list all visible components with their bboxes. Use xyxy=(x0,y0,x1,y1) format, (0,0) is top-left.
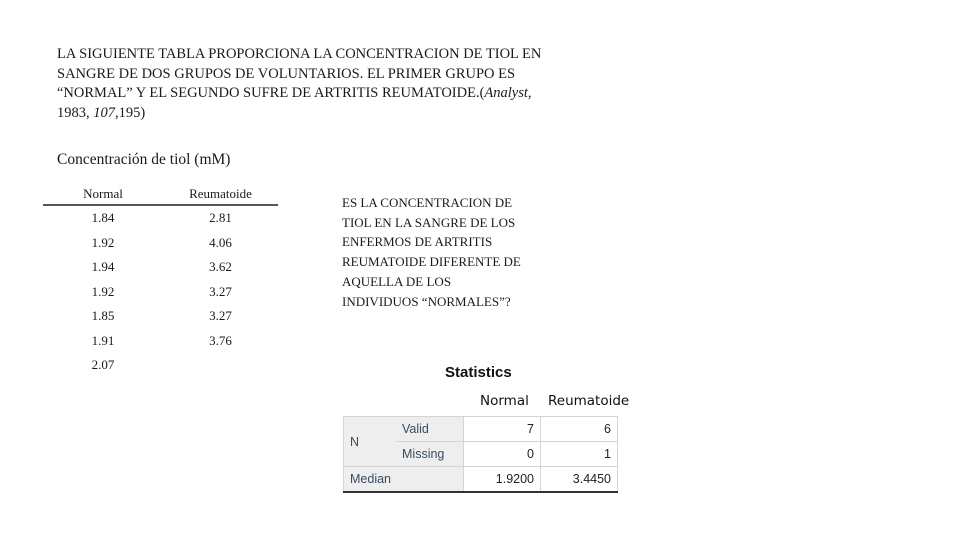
normal-value: 1.85 xyxy=(91,308,115,324)
statistics-table xyxy=(343,416,618,493)
question-line-3: ENFERMOS DE ARTRITIS xyxy=(342,234,493,250)
valid-normal: 7 xyxy=(464,417,541,442)
intro-paragraph xyxy=(57,45,567,123)
median-normal: 1.9200 xyxy=(464,467,541,493)
thiol-table xyxy=(43,184,278,378)
valid-label: Valid xyxy=(396,417,464,442)
question-line-6: INDIVIDUOS “NORMALES”? xyxy=(342,293,511,309)
header-normal: Normal xyxy=(43,184,163,205)
statistics-col-normal: Normal xyxy=(480,393,529,409)
citation-open: ( xyxy=(479,85,485,101)
citation-year: 1983, xyxy=(57,104,90,121)
normal-value: 1.94 xyxy=(91,259,115,275)
intro-line-2: SANGRE DE DOS GRUPOS DE VOLUNTARIOS. EL PRIMER GRUPO ES xyxy=(57,65,516,82)
question-line-1: ES LA CONCENTRACION DE xyxy=(342,195,513,210)
citation-journal: Analyst xyxy=(484,85,528,101)
normal-value: 1.92 xyxy=(91,283,115,299)
stats-row-valid xyxy=(344,417,618,442)
reumatoide-value: 3.27 xyxy=(209,283,232,299)
reumatoide-value: 3.76 xyxy=(209,332,232,348)
normal-value: 1.92 xyxy=(91,234,115,250)
table-row xyxy=(43,304,278,329)
citation-comma: , xyxy=(527,85,532,101)
header-reumatoide: Reumatoide xyxy=(163,184,278,205)
table-row xyxy=(43,231,278,256)
missing-normal: 0 xyxy=(464,442,541,467)
reumatoide-value xyxy=(163,353,278,378)
statistics-col-reumatoide: Reumatoide xyxy=(548,393,630,409)
missing-reumatoide: 1 xyxy=(541,442,618,467)
table-row xyxy=(43,280,278,305)
question-line-4: REUMATOIDE DIFERENTE DE xyxy=(342,254,521,270)
question-paragraph xyxy=(342,193,572,311)
reumatoide-value: 2.81 xyxy=(209,210,232,226)
table-row xyxy=(43,353,278,378)
median-label: Median xyxy=(344,467,464,493)
table-row xyxy=(43,329,278,354)
intro-line-3: “NORMAL” Y EL SEGUNDO SUFRE DE ARTRITIS REUMATOIDE. xyxy=(57,85,480,101)
table-header-row xyxy=(43,184,278,205)
reumatoide-value: 3.27 xyxy=(209,308,232,324)
concentration-title: Concentración de tiol (mM) xyxy=(57,151,231,168)
reumatoide-value: 4.06 xyxy=(209,234,232,250)
median-reumatoide: 3.4450 xyxy=(541,467,618,493)
question-line-2: TIOL EN LA SANGRE DE LOS xyxy=(342,214,516,230)
stats-row-median xyxy=(344,467,618,493)
table-row xyxy=(43,205,278,231)
intro-line-1: LA SIGUIENTE TABLA PROPORCIONA LA CONCENTRACION DE TIOL EN xyxy=(57,46,542,62)
reumatoide-value: 3.62 xyxy=(209,259,232,275)
citation-pages: ,195) xyxy=(115,104,146,121)
normal-value: 1.91 xyxy=(91,332,115,348)
question-line-5: AQUELLA DE LOS xyxy=(342,273,452,289)
missing-label: Missing xyxy=(396,442,464,467)
table-row xyxy=(43,255,278,280)
normal-value: 1.84 xyxy=(91,210,115,226)
citation-volume: 107 xyxy=(93,104,115,121)
n-label: N xyxy=(344,417,397,467)
valid-reumatoide: 6 xyxy=(541,417,618,442)
statistics-title: Statistics xyxy=(445,364,512,381)
normal-value: 2.07 xyxy=(91,357,115,373)
